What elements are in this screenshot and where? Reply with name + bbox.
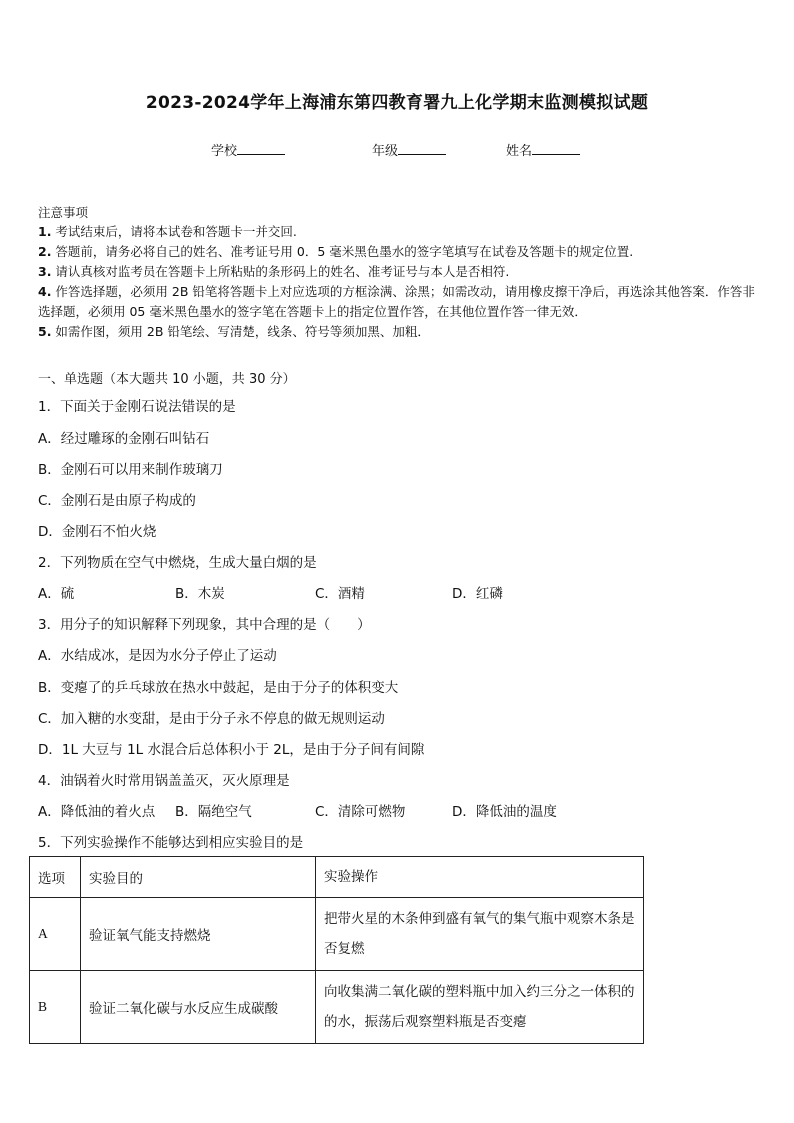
- school-blank[interactable]: [237, 142, 285, 155]
- question-2-option-b[interactable]: B．木炭: [175, 586, 225, 602]
- question-4-stem: 4．油锅着火时常用锅盖盖灭，灭火原理是: [38, 773, 290, 789]
- note-item: [38, 322, 760, 342]
- notes-heading: 注意事项: [38, 205, 89, 220]
- note-item: [38, 282, 760, 322]
- experiment-table: [29, 856, 644, 1044]
- note-text: 如需作图，须用 2B 铅笔绘、写清楚，线条、符号等须加黑、加粗．: [51, 324, 430, 339]
- school-label: 学校: [211, 144, 238, 159]
- question-1-option-a[interactable]: A．经过雕琢的金刚石叫钻石: [38, 431, 210, 447]
- question-5-stem: 5．下列实验操作不能够达到相应实验目的是: [38, 835, 304, 851]
- table-cell-operation: 把带火星的木条伸到盛有氧气的集气瓶中观察木条是否复燃: [316, 898, 644, 971]
- table-cell-option: A: [30, 898, 81, 971]
- school-field[interactable]: [211, 140, 285, 159]
- note-text: 答题前，请务必将自己的姓名、准考证号用 0．5 毫米黑色墨水的签字笔填写在试卷及答题卡的规定位置.: [51, 244, 634, 259]
- page-title: 2023-2024学年上海浦东第四教育署九上化学期末监测模拟试题: [145, 93, 649, 113]
- grade-blank[interactable]: [398, 142, 446, 155]
- table-cell-option: B: [30, 971, 81, 1044]
- table-cell-purpose: 验证二氧化碳与水反应生成碳酸: [81, 971, 316, 1044]
- name-label: 姓名: [506, 144, 533, 159]
- question-2-stem: 2．下列物质在空气中燃烧，生成大量白烟的是: [38, 555, 317, 571]
- question-4-option-a[interactable]: A．降低油的着火点: [38, 804, 156, 820]
- question-3-stem: 3．用分子的知识解释下列现象，其中合理的是（ ）: [38, 617, 371, 633]
- question-4-option-c[interactable]: C．清除可燃物: [315, 804, 406, 820]
- table-cell-purpose: 验证氧气能支持燃烧: [81, 898, 316, 971]
- question-1-option-d[interactable]: D．金刚石不怕火烧: [38, 524, 157, 540]
- table-row: [30, 971, 644, 1044]
- section-heading: 一、单选题（本大题共 10 小题，共 30 分）: [38, 372, 296, 387]
- question-3-option-b[interactable]: B．变瘪了的乒乓球放在热水中鼓起，是由于分子的体积变大: [38, 680, 399, 696]
- question-2-option-d[interactable]: D．红磷: [452, 586, 503, 602]
- note-item: [38, 222, 760, 242]
- note-number: 3.: [38, 264, 52, 279]
- note-text: 作答选择题，必须用 2B 铅笔将答题卡上对应选项的方框涂满、涂黑；如需改动，请用橡皮擦干净后，再选涂其他答案．作答非选择题，必须用 05 毫米黑色墨水的签字笔在答题卡上的指定位置作答，在其他位置作答一律无效．: [38, 284, 755, 319]
- question-1-option-c[interactable]: C．金刚石是由原子构成的: [38, 493, 196, 509]
- note-text: 考试结束后，请将本试卷和答题卡一并交回.: [51, 224, 297, 239]
- grade-label: 年级: [372, 144, 399, 159]
- grade-field[interactable]: [372, 140, 446, 159]
- note-item: [38, 242, 760, 262]
- question-4-option-d[interactable]: D．降低油的温度: [452, 804, 557, 820]
- note-item: [38, 262, 760, 282]
- table-header-row: [30, 857, 644, 898]
- question-3-option-d[interactable]: D．1L 大豆与 1L 水混合后总体积小于 2L，是由于分子间有间隙: [38, 742, 425, 758]
- name-field[interactable]: [506, 140, 580, 159]
- table-cell-operation: 向收集满二氧化碳的塑料瓶中加入约三分之一体积的的水，振荡后观察塑料瓶是否变瘪: [316, 971, 644, 1044]
- question-2-option-c[interactable]: C．酒精: [315, 586, 365, 602]
- question-3-option-a[interactable]: A．水结成冰，是因为水分子停止了运动: [38, 648, 277, 664]
- question-3-option-c[interactable]: C．加入糖的水变甜，是由于分子永不停息的做无规则运动: [38, 711, 385, 727]
- note-number: 5.: [38, 324, 52, 339]
- note-number: 2.: [38, 244, 52, 259]
- table-row: [30, 898, 644, 971]
- notes-list: [38, 222, 760, 342]
- note-number: 1.: [38, 224, 52, 239]
- name-blank[interactable]: [532, 142, 580, 155]
- table-header-cell: 实验目的: [81, 857, 316, 898]
- question-2-option-a[interactable]: A．硫: [38, 586, 75, 602]
- question-1-option-b[interactable]: B．金刚石可以用来制作玻璃刀: [38, 462, 223, 478]
- table-header-cell: 选项: [30, 857, 81, 898]
- table-header-cell: 实验操作: [316, 857, 644, 898]
- note-text: 请认真核对监考员在答题卡上所粘贴的条形码上的姓名、准考证号与本人是否相符.: [51, 264, 510, 279]
- question-4-option-b[interactable]: B．隔绝空气: [175, 804, 252, 820]
- question-1-stem: 1．下面关于金刚石说法错误的是: [38, 399, 236, 415]
- note-number: 4.: [38, 284, 52, 299]
